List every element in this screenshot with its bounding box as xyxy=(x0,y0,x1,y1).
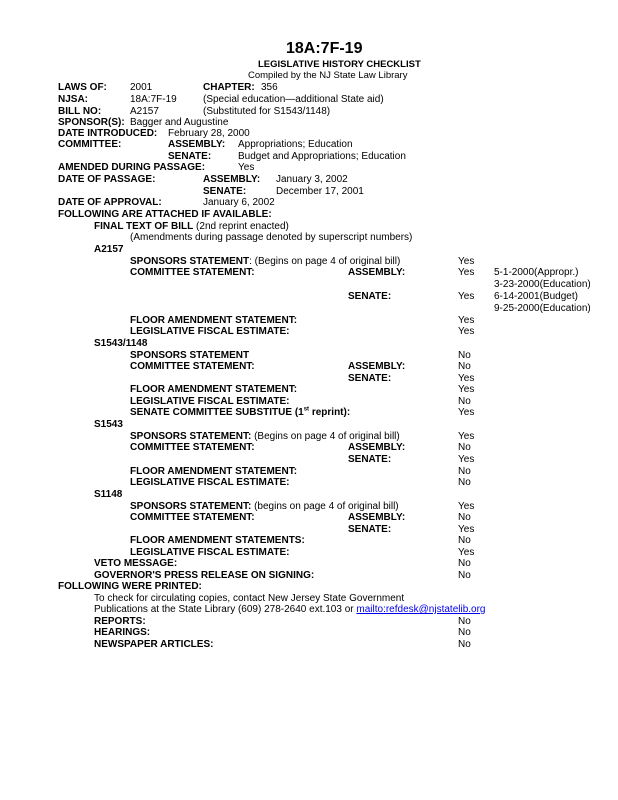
a2157-sponsors-value: Yes xyxy=(458,256,475,267)
veto-value: No xyxy=(458,558,471,569)
printed-note-2-text: Publications at the State Library (609) 278-2640 ext.103 or xyxy=(94,604,357,615)
email-link[interactable]: mailto:refdesk@njstatelib.org xyxy=(356,604,486,615)
substitute-label-b: reprint): xyxy=(309,407,351,418)
a2157-sponsors-note: : (Begins on page 4 of original bill) xyxy=(249,256,401,267)
s1148-fiscal-value: Yes xyxy=(458,547,475,558)
substitute-label-sup: st xyxy=(303,406,310,413)
a2157-floor-value: Yes xyxy=(458,315,475,326)
chapter-value: 356 xyxy=(261,82,278,93)
committee-assembly-value: Appropriations; Education xyxy=(238,139,353,150)
a2157-committee-label: COMMITTEE STATEMENT: xyxy=(130,267,255,278)
s1148-heading: S1148 xyxy=(94,489,123,500)
committee-senate-value: Budget and Appropriations; Education xyxy=(238,151,406,162)
s1543-1148-heading: S1543/1148 xyxy=(94,338,148,349)
s1148-floor-label: FLOOR AMENDMENT STATEMENTS: xyxy=(130,535,305,546)
s1148-floor-value: No xyxy=(458,535,471,546)
page-title: 18A:7F-19 xyxy=(286,40,363,57)
date-introduced-value: February 28, 2000 xyxy=(168,128,250,139)
s1543-fiscal-value: No xyxy=(458,477,471,488)
amended-value: Yes xyxy=(238,162,255,173)
s1543-fiscal-label: LEGISLATIVE FISCAL ESTIMATE: xyxy=(130,477,290,488)
s1148-committee-label: COMMITTEE STATEMENT: xyxy=(130,512,255,523)
laws-of-value: 2001 xyxy=(130,82,153,93)
s1543-floor-label: FLOOR AMENDMENT STATEMENT: xyxy=(130,466,298,477)
s1543-1148-substitute-label xyxy=(130,407,350,419)
substitute-label-a: SENATE COMMITTEE SUBSTITUE (1 xyxy=(130,407,304,418)
s1543-1148-committee-senate-label: SENATE: xyxy=(348,373,392,384)
a2157-assembly-note-1: 5-1-2000(Appropr.) xyxy=(494,267,579,278)
s1543-1148-fiscal-value: No xyxy=(458,396,471,407)
s1543-1148-committee-assembly-value: No xyxy=(458,361,471,372)
a2157-committee-senate-label: SENATE: xyxy=(348,291,392,302)
s1148-sponsors-label: SPONSORS STATEMENT: xyxy=(130,501,252,512)
s1543-1148-substitute-value: Yes xyxy=(458,407,475,418)
s1543-1148-committee-assembly-label: ASSEMBLY: xyxy=(348,361,406,372)
s1543-1148-committee-senate-value: Yes xyxy=(458,373,475,384)
a2157-committee-assembly-value: Yes xyxy=(458,267,475,278)
passage-assembly-value: January 3, 2002 xyxy=(276,174,348,185)
date-of-approval-label: DATE OF APPROVAL: xyxy=(58,197,162,208)
date-of-approval-value: January 6, 2002 xyxy=(203,197,275,208)
a2157-fiscal-value: Yes xyxy=(458,326,475,337)
bill-no-note: (Substituted for S1543/1148) xyxy=(203,106,331,117)
s1543-sponsors-value: Yes xyxy=(458,431,475,442)
bill-no-label: BILL NO: xyxy=(58,106,102,117)
page-subtitle: LEGISLATIVE HISTORY CHECKLIST xyxy=(258,59,421,70)
press-release-value: No xyxy=(458,570,471,581)
njsa-value: 18A:7F-19 xyxy=(130,94,177,105)
compiled-by: Compiled by the NJ State Law Library xyxy=(248,70,408,81)
s1543-committee-assembly-label: ASSEMBLY: xyxy=(348,442,406,453)
passage-senate-value: December 17, 2001 xyxy=(276,186,364,197)
s1543-committee-label: COMMITTEE STATEMENT: xyxy=(130,442,255,453)
a2157-fiscal-label: LEGISLATIVE FISCAL ESTIMATE: xyxy=(130,326,290,337)
newspaper-value: No xyxy=(458,639,471,650)
s1148-sponsors-note: (begins on page 4 of original bill) xyxy=(251,501,399,512)
press-release-label: GOVERNOR'S PRESS RELEASE ON SIGNING: xyxy=(94,570,315,581)
reports-label: REPORTS: xyxy=(94,616,146,627)
a2157-senate-note-1: 6-14-2001(Budget) xyxy=(494,291,578,302)
njsa-label: NJSA: xyxy=(58,94,89,105)
s1543-sponsors-note: (Begins on page 4 of original bill) xyxy=(251,431,400,442)
s1543-committee-senate-label: SENATE: xyxy=(348,454,392,465)
a2157-assembly-note-2: 3-23-2000(Education) xyxy=(494,279,591,290)
hearings-label: HEARINGS: xyxy=(94,627,151,638)
s1543-committee-senate-value: Yes xyxy=(458,454,475,465)
committee-assembly-label: ASSEMBLY: xyxy=(168,139,226,150)
chapter-label: CHAPTER: xyxy=(203,82,255,93)
s1543-heading: S1543 xyxy=(94,419,123,430)
a2157-senate-note-2: 9-25-2000(Education) xyxy=(494,303,591,314)
printed-heading: FOLLOWING WERE PRINTED: xyxy=(58,581,202,592)
amended-label: AMENDED DURING PASSAGE: xyxy=(58,162,206,173)
s1148-committee-assembly-label: ASSEMBLY: xyxy=(348,512,406,523)
attached-heading: FOLLOWING ARE ATTACHED IF AVAILABLE: xyxy=(58,209,272,220)
a2157-sponsors-label: SPONSORS STATEMENT xyxy=(130,256,250,267)
sponsors-value: Bagger and Augustine xyxy=(130,117,229,128)
s1543-1148-floor-label: FLOOR AMENDMENT STATEMENT: xyxy=(130,384,298,395)
final-text-label: FINAL TEXT OF BILL xyxy=(94,221,194,232)
s1543-committee-assembly-value: No xyxy=(458,442,471,453)
s1543-1148-committee-label: COMMITTEE STATEMENT: xyxy=(130,361,255,372)
date-introduced-label: DATE INTRODUCED: xyxy=(58,128,158,139)
a2157-committee-assembly-label: ASSEMBLY: xyxy=(348,267,406,278)
s1543-1148-sponsors-value: No xyxy=(458,350,471,361)
s1543-floor-value: No xyxy=(458,466,471,477)
hearings-value: No xyxy=(458,627,471,638)
s1148-committee-senate-label: SENATE: xyxy=(348,524,392,535)
veto-label: VETO MESSAGE: xyxy=(94,558,178,569)
amendments-note: (Amendments during passage denoted by superscript numbers) xyxy=(130,232,413,243)
a2157-floor-label: FLOOR AMENDMENT STATEMENT: xyxy=(130,315,298,326)
passage-senate-label: SENATE: xyxy=(203,186,247,197)
s1148-committee-senate-value: Yes xyxy=(458,524,475,535)
s1543-1148-floor-value: Yes xyxy=(458,384,475,395)
bill-no-value: A2157 xyxy=(130,106,159,117)
s1148-fiscal-label: LEGISLATIVE FISCAL ESTIMATE: xyxy=(130,547,290,558)
committee-senate-label: SENATE: xyxy=(168,151,212,162)
s1148-committee-assembly-value: No xyxy=(458,512,471,523)
a2157-committee-senate-value: Yes xyxy=(458,291,475,302)
newspaper-label: NEWSPAPER ARTICLES: xyxy=(94,639,214,650)
final-text-note: (2nd reprint enacted) xyxy=(196,221,289,232)
a2157-heading: A2157 xyxy=(94,244,124,255)
s1543-sponsors-label: SPONSORS STATEMENT: xyxy=(130,431,252,442)
s1543-1148-sponsors-label: SPONSORS STATEMENT xyxy=(130,350,250,361)
reports-value: No xyxy=(458,616,471,627)
printed-note-1: To check for circulating copies, contact New Jersey State Government xyxy=(94,593,405,604)
date-of-passage-label: DATE OF PASSAGE: xyxy=(58,174,156,185)
njsa-note: (Special education—additional State aid) xyxy=(203,94,384,105)
committee-label: COMMITTEE: xyxy=(58,139,122,150)
s1148-sponsors-value: Yes xyxy=(458,501,475,512)
s1543-1148-fiscal-label: LEGISLATIVE FISCAL ESTIMATE: xyxy=(130,396,290,407)
laws-of-label: LAWS OF: xyxy=(58,82,107,93)
passage-assembly-label: ASSEMBLY: xyxy=(203,174,261,185)
printed-note-2 xyxy=(94,604,486,616)
sponsors-label: SPONSOR(S): xyxy=(58,117,125,128)
